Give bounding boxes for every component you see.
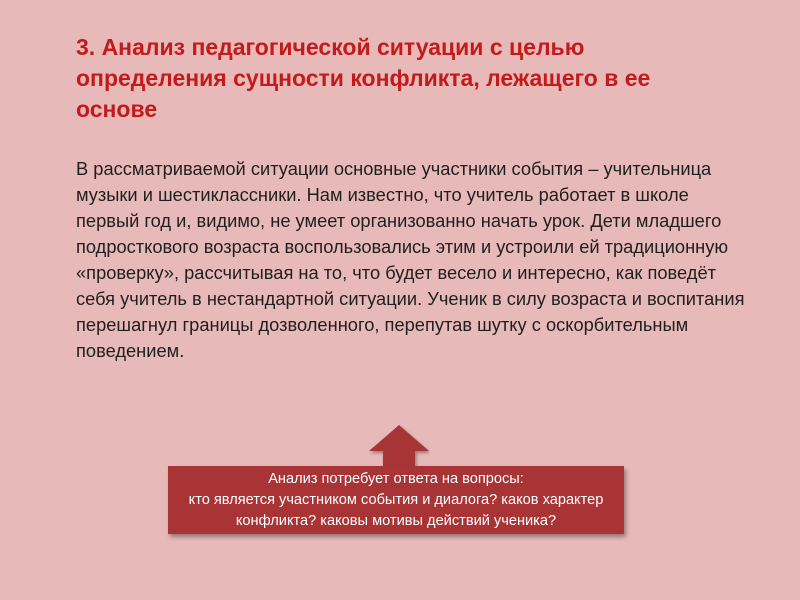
up-arrow-icon [368,424,430,468]
slide-body-text: В рассматриваемой ситуации основные участники события – учительница музыки и шестиклассники. Нам известно, что учитель работает в школе первый год и, видимо, не умеет организованно начать урок. Дети младшего подросткового возраста воспользовались этим и устроили ей традиционную «проверку», рассчитывая на то, что будет весело и интересно, как поведёт себя учитель в нестандартной ситуации. Ученик в силу возраста и воспитания перешагнул границы дозволенного, перепутав шутку с оскорбительным поведением. [76,158,745,361]
callout-line-1: Анализ потребует ответа на вопросы: [268,471,524,487]
callout-text [168,469,624,532]
callout-line-2: кто является участником события и диалога? каков характер конфликта? каковы мотивы действий ученика? [188,492,604,529]
slide-title: 3. Анализ педагогической ситуации с целью определения сущности конфликта, лежащего в ее основе [76,34,651,122]
